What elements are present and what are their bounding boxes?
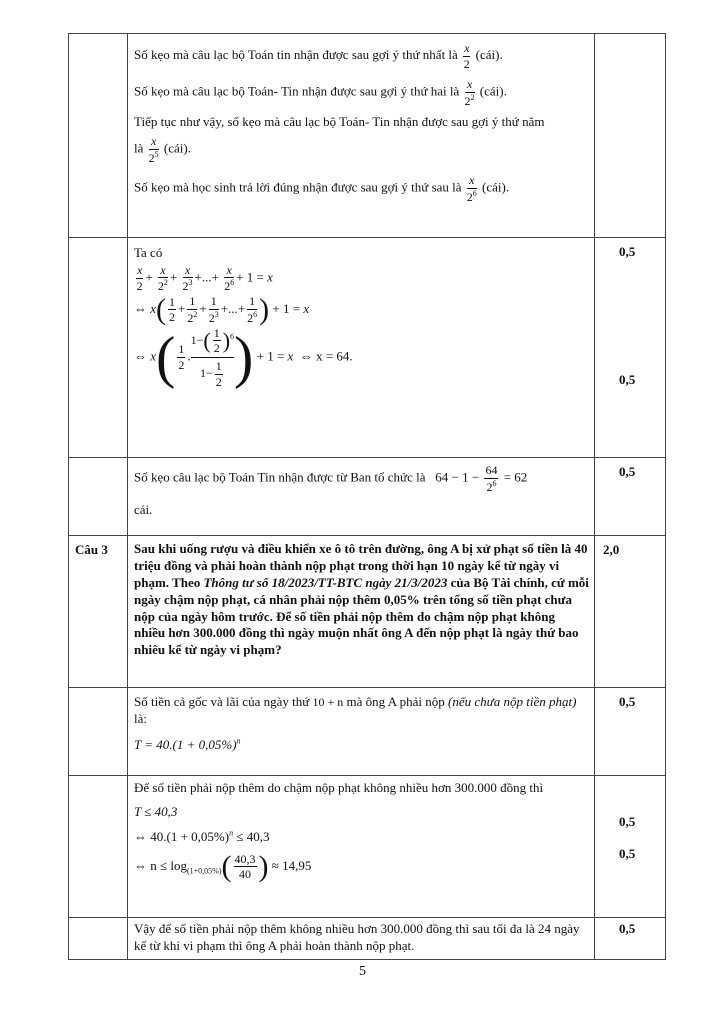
content-cell — [128, 918, 595, 960]
table-row — [69, 238, 666, 458]
text-line — [134, 135, 589, 164]
content-cell — [128, 238, 595, 458]
table-row — [69, 458, 666, 536]
label-cell — [69, 34, 128, 238]
content-cell — [128, 688, 595, 776]
text: là — [134, 140, 144, 156]
text-line: Vậy để số tiền phải nộp thêm không nhiều hơn 300.000 đồng thì sau tối đa là 24 ngày kể từ khi vi phạm thì ông A phải hoàn thành nộp phạt. — [134, 921, 580, 953]
label-cell — [69, 238, 128, 458]
text: Số kẹo mà câu lạc bộ Toán- Tin nhận được sau gợi ý thứ hai là — [134, 83, 460, 99]
text: Số kẹo câu lạc bộ Toán Tin nhận được từ Ban tổ chức là — [134, 469, 426, 485]
formula: $T = 40.(1 + 0,05\%)^n$ — [134, 736, 241, 752]
math: 64 − 1 − — [435, 469, 480, 485]
question-text: Sau khi uống rượu và điều khiển xe ô tô trên đường, ông A bị xử phạt số tiền là 40 triệu đồng và phải hoàn thành nộp phạt trong thời hạn 10 ngày kể từ ngày vi phạm. Theo Thông tư số 18/2023/TT-BTC ngày 21/3/2023 của Bộ Tài chính, cứ mỗi ngày chậm nộp phạt, cá nhân phải nộp thêm 0,05% trên tổng số tiền phạt chưa nộp của ngày hôm trước. Để số tiền phải nộp thêm do chậm nộp phạt không nhiều hơn 300.000 đồng thì ngày muộn nhất ông A đến nộp phạt là ngày thứ bao nhiêu kể từ ngày vi phạm? — [134, 541, 589, 658]
equation-factored: ⇔ x( $\frac{1}{2}$ + $\frac{1}{2^2}$ + $\frac{1}{2^3}$ +...+ $\frac{1}{2^6}$ ) + 1 = x — [134, 292, 310, 326]
score-cell — [595, 238, 666, 458]
table-row — [69, 688, 666, 776]
score-cell — [595, 458, 666, 536]
score-value: 0,5 — [619, 694, 636, 709]
content-cell — [128, 536, 595, 688]
table-row — [69, 34, 666, 238]
score-cell — [595, 536, 666, 688]
text-line: Tiếp tục như vậy, số kẹo mà câu lạc bộ Toán- Tin nhận được sau gợi ý thứ năm — [134, 114, 545, 130]
score-cell — [595, 34, 666, 238]
page-number: 5 — [359, 964, 366, 979]
text: Số kẹo mà học sinh trả lời đúng nhận được sau gợi ý thứ sau là — [134, 179, 462, 195]
text: (cái). — [479, 83, 507, 99]
score-value: 2,0 — [603, 542, 620, 557]
fraction: $\frac{x}{2^6}$ — [466, 173, 477, 204]
fraction: $\frac{64}{2^6}$ — [485, 463, 498, 494]
equation-geometric: ⇔ x( $\frac{1}{2}$ . 1−( $\frac{1}{2}$ )$^6$ 1− $\frac{1}{2}$ ) + 1 = x ⇔ x = 64. — [134, 324, 353, 390]
score-cell — [595, 918, 666, 960]
text-line — [134, 42, 589, 70]
math-line: ⇔ $n \le \log_{(1+0,05\%)}$( $\frac{40,3}{40}$ ) ≈ 14,95 — [134, 849, 312, 883]
text-line: Để số tiền phải nộp thêm do chậm nộp phạt không nhiều hơn 300.000 đồng thì — [134, 780, 544, 795]
text: (cái). — [163, 140, 191, 156]
text-line — [134, 174, 589, 203]
score-value: 0,5 — [619, 846, 636, 861]
text: (cái). — [475, 47, 503, 63]
text-line: Ta có — [134, 245, 163, 260]
result-text: ⇔ x = 64. — [299, 348, 353, 364]
fraction: $\frac{x}{2^2}$ — [464, 77, 475, 108]
text: Số kẹo mà câu lạc bộ Toán tin nhận được sau gợi ý thứ nhất là — [134, 47, 458, 63]
equation-sum: $\frac{x}{2}$ + $\frac{x}{2^2}$ + $\frac{x}{2^3}$ +...+ $\frac{x}{2^6}$ + 1 = x — [136, 262, 273, 294]
label-cell — [69, 458, 128, 536]
math-line: T ≤ 40,3 — [134, 803, 178, 819]
score-cell — [595, 688, 666, 776]
label-cell — [69, 536, 128, 688]
content-cell — [128, 776, 595, 918]
content-cell — [128, 458, 595, 536]
score-cell — [595, 776, 666, 918]
content-cell — [128, 34, 595, 238]
table-row — [69, 776, 666, 918]
score-value: 0,5 — [619, 464, 636, 479]
label-cell — [69, 776, 128, 918]
question-label: Câu 3 — [75, 542, 108, 557]
label-cell — [69, 918, 128, 960]
text-line — [134, 464, 589, 493]
table-row — [69, 536, 666, 688]
fraction: $\frac{x}{2^5}$ — [148, 133, 159, 165]
text-line — [134, 78, 589, 107]
text: (cái). — [482, 179, 510, 195]
math-line: ⇔ $40.(1 + 0,05\%)^n \le 40,3$ — [134, 829, 270, 845]
score-value: 0,5 — [619, 814, 636, 829]
fraction: $\frac{x}{2}$ — [463, 41, 470, 71]
answer-table — [68, 33, 666, 960]
label-cell — [69, 688, 128, 776]
table-row — [69, 918, 666, 960]
score-value: 0,5 — [619, 372, 636, 387]
score-value: 0,5 — [619, 921, 636, 936]
text-line: cái. — [134, 502, 153, 518]
math: = 62 — [503, 469, 528, 485]
text-line: Số tiền cả gốc và lãi của ngày thứ 10 + n mà ông A phải nộp (nếu chưa nộp tiền phạt) là: — [134, 694, 577, 726]
score-value: 0,5 — [619, 244, 636, 259]
